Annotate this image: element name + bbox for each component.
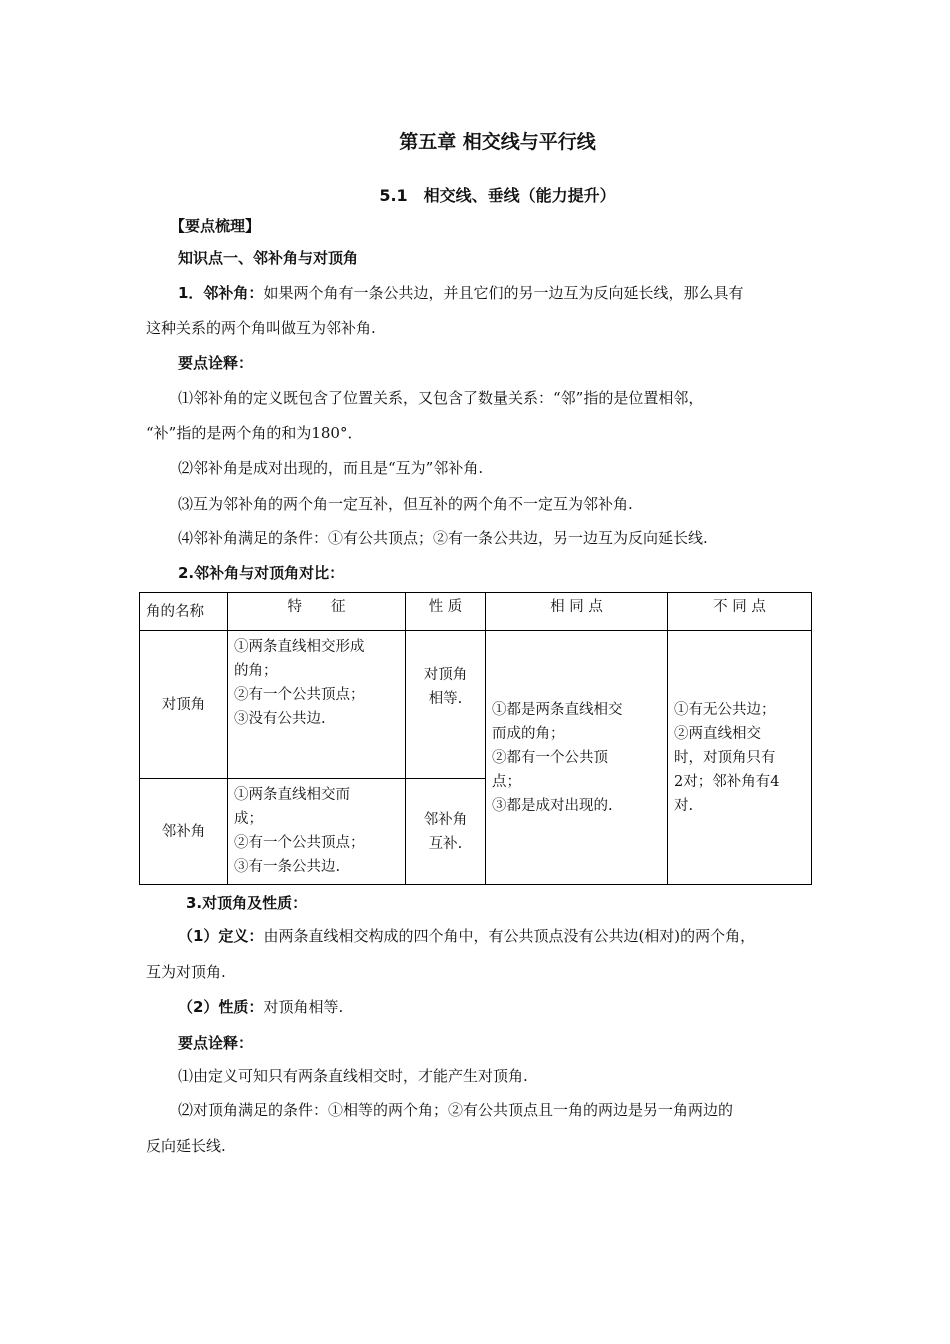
header-cell: 角的名称 [140, 593, 228, 631]
note1-n1-line2: “补”指的是两个角的和为180°． [146, 424, 363, 442]
same-points-cell [486, 631, 668, 885]
note2-n2-line2: 反向延长线. [146, 1137, 226, 1155]
cell-text: ②有一个公共顶点； [234, 687, 365, 703]
cell-text: ③都是成对出现的. [492, 797, 613, 814]
note2-n2-line1: ⑵对顶角满足的条件：①相等的两个角；②有公共顶点且一角的两边是另一角两边的 [178, 1101, 734, 1119]
item1-text: 如果两个角有一条公共边，并且它们的另一边互为反向延长线，那么具有 [263, 284, 744, 302]
item1-label: 1．邻补角： [178, 284, 264, 302]
item3-def-line2: 互为对顶角. [146, 963, 226, 981]
cell-text: ②都有一个公共顶 [492, 749, 608, 766]
diff-points-cell [668, 631, 812, 885]
page-title: 第五章 相交线与平行线 [399, 131, 596, 153]
note1-n3: ⑶互为邻补角的两个角一定互补，但互补的两个角不一定互为邻补角. [178, 495, 633, 513]
cell-text: 的角； [234, 663, 278, 679]
cell-text: 互补. [428, 835, 463, 852]
cell-text: ①两条直线相交形成 [234, 639, 365, 655]
angle-name-cell: 邻补角 [140, 779, 228, 885]
item1-line1 [178, 283, 743, 303]
header-cell: 不 同 点 [668, 593, 812, 631]
item3-def-label: （1）定义： [178, 927, 264, 945]
item1-line2: 这种关系的两个角叫做互为邻补角. [146, 319, 376, 337]
cell-text: ②有一个公共顶点； [234, 835, 365, 851]
note1-n1-line1: ⑴邻补角的定义既包含了位置关系，又包含了数量关系：“邻”指的是位置相邻， [178, 389, 704, 407]
knowledge-point-title: 知识点一、邻补角与对顶角 [178, 249, 359, 267]
cell-text: ①两条直线相交而 [234, 787, 350, 803]
table-row [140, 631, 812, 779]
header-cell: 特 征 [228, 593, 406, 631]
header-cell: 性 质 [406, 593, 486, 631]
item3-def-line1 [178, 926, 755, 946]
cell-text: 相等. [428, 691, 463, 707]
angle-name-cell: 对顶角 [140, 631, 228, 779]
property-cell [406, 631, 486, 779]
item3-prop-label: （2）性质： [178, 998, 264, 1016]
cell-text: 2对；邻补角有4 [674, 773, 780, 790]
cell-text: 对顶角 [423, 667, 468, 683]
cell-text: 时，对顶角只有 [674, 749, 776, 766]
item2-title: 2.邻补角与对顶角对比： [178, 564, 345, 582]
comparison-table [139, 592, 812, 885]
section-subtitle: 5.1 相交线、垂线（能力提升） [379, 186, 616, 205]
cell-text: 对. [674, 797, 694, 814]
note1-n4: ⑷邻补角满足的条件：①有公共顶点；②有一条公共边，另一边互为反向延长线. [178, 529, 708, 547]
features-cell [228, 779, 406, 885]
table-header-row [140, 593, 812, 631]
property-cell [406, 779, 486, 885]
cell-text: 邻补角 [423, 811, 468, 828]
cell-text: ①都是两条直线相交 [492, 701, 623, 718]
note1-title: 要点诠释： [178, 354, 254, 372]
cell-text: ①有无公共边； [674, 701, 776, 718]
note1-n2: ⑵邻补角是成对出现的，而且是“互为”邻补角. [178, 459, 484, 477]
item3-prop-text: 对顶角相等. [263, 998, 344, 1016]
cell-text: ③有一条公共边. [234, 859, 341, 875]
section-tag: 【要点梳理】 [170, 217, 261, 235]
cell-text: ②两直线相交 [674, 725, 761, 742]
item3-def-text: 由两条直线相交构成的四个角中，有公共顶点没有公共边(相对)的两个角， [263, 927, 756, 945]
cell-text: ③没有公共边. [234, 711, 326, 727]
cell-text: 成； [234, 811, 263, 827]
note2-title: 要点诠释： [178, 1034, 254, 1052]
item3-prop [178, 997, 343, 1017]
header-cell: 相 同 点 [486, 593, 668, 631]
note2-n1: ⑴由定义可知只有两条直线相交时，才能产生对顶角. [178, 1067, 528, 1085]
cell-text: 点； [492, 773, 521, 790]
cell-text: 而成的角； [492, 725, 565, 742]
item3-title: 3.对顶角及性质： [186, 894, 308, 912]
features-cell [228, 631, 406, 779]
